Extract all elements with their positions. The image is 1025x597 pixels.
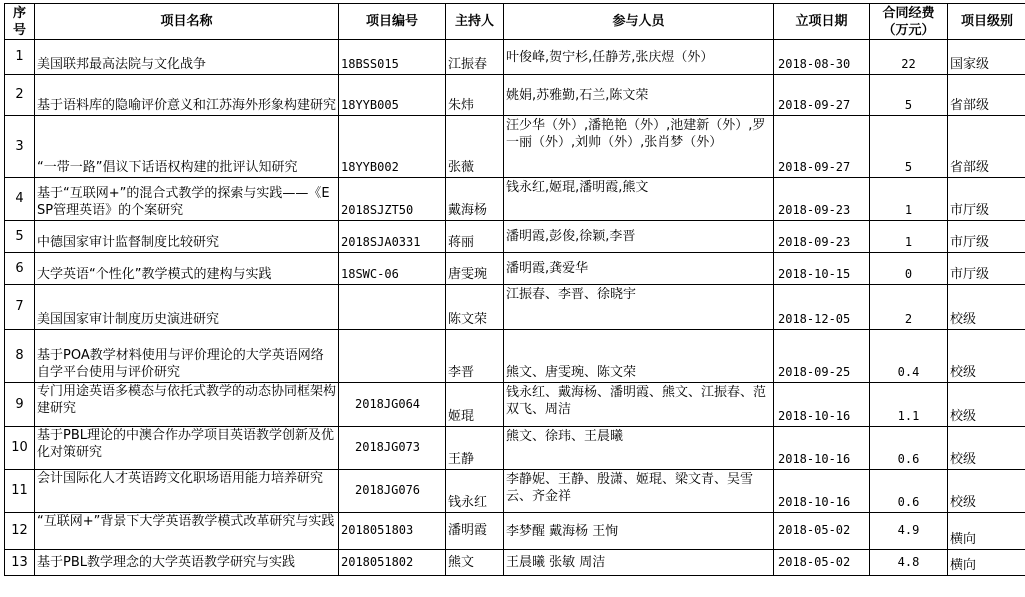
cell-level[interactable]: 市厅级 <box>948 221 1025 253</box>
cell-host[interactable]: 戴海杨 <box>446 178 504 221</box>
cell-idx[interactable]: 8 <box>5 330 35 383</box>
cell-level[interactable]: 横向 <box>948 550 1025 576</box>
table-row <box>5 330 1025 383</box>
header-name[interactable]: 项目名称 <box>35 4 339 40</box>
cell-level[interactable]: 省部级 <box>948 75 1025 116</box>
cell-fee[interactable]: 5 <box>870 116 948 178</box>
cell-date[interactable]: 2018-10-16 <box>774 383 870 427</box>
cell-date[interactable]: 2018-09-27 <box>774 75 870 116</box>
cell-host[interactable]: 蒋丽 <box>446 221 504 253</box>
cell-name[interactable]: 专门用途英语多模态与依托式教学的动态协同框架构建研究 <box>35 383 339 427</box>
cell-idx[interactable]: 9 <box>5 383 35 427</box>
cell-host[interactable]: 姬琨 <box>446 383 504 427</box>
table-row <box>5 75 1025 116</box>
cell-members[interactable]: 叶俊峰,贺宁杉,任静芳,张庆煜（外） <box>504 40 774 75</box>
cell-idx[interactable]: 2 <box>5 75 35 116</box>
cell-fee[interactable]: 2 <box>870 285 948 330</box>
cell-fee[interactable]: 0.6 <box>870 427 948 470</box>
cell-date[interactable]: 2018-10-16 <box>774 427 870 470</box>
cell-host[interactable]: 潘明霞 <box>446 513 504 550</box>
cell-level[interactable]: 校级 <box>948 470 1025 513</box>
cell-level[interactable]: 市厅级 <box>948 178 1025 221</box>
header-row <box>5 4 1025 40</box>
cell-members[interactable]: 江振春、李晋、徐晓宇 <box>504 285 774 330</box>
cell-level[interactable]: 市厅级 <box>948 253 1025 285</box>
cell-date[interactable]: 2018-05-02 <box>774 550 870 576</box>
cell-fee[interactable]: 5 <box>870 75 948 116</box>
table-row <box>5 513 1025 550</box>
cell-code[interactable] <box>339 285 446 330</box>
cell-host[interactable]: 钱永红 <box>446 470 504 513</box>
cell-fee[interactable]: 4.9 <box>870 513 948 550</box>
cell-level[interactable]: 国家级 <box>948 40 1025 75</box>
cell-level[interactable]: 横向 <box>948 513 1025 550</box>
cell-code[interactable]: 2018SJZT50 <box>339 178 446 221</box>
cell-host[interactable]: 熊文 <box>446 550 504 576</box>
cell-level[interactable]: 校级 <box>948 330 1025 383</box>
cell-members[interactable]: 钱永红,姬琨,潘明霞,熊文 <box>504 178 774 221</box>
table-row <box>5 253 1025 285</box>
header-date[interactable]: 立项日期 <box>774 4 870 40</box>
cell-name[interactable]: 基于“互联网+”的混合式教学的探索与实践——《ESP管理英语》的个案研究 <box>35 178 339 221</box>
cell-level[interactable]: 校级 <box>948 383 1025 427</box>
cell-idx[interactable]: 1 <box>5 40 35 75</box>
cell-date[interactable]: 2018-05-02 <box>774 513 870 550</box>
table-row <box>5 470 1025 513</box>
table-row <box>5 178 1025 221</box>
cell-members[interactable]: 潘明霞,龚爱华 <box>504 253 774 285</box>
table-row <box>5 550 1025 576</box>
cell-name[interactable]: 会计国际化人才英语跨文化职场语用能力培养研究 <box>35 470 339 513</box>
cell-level[interactable]: 校级 <box>948 285 1025 330</box>
cell-date[interactable]: 2018-09-23 <box>774 221 870 253</box>
cell-members[interactable]: 李静妮、王静、殷潇、姬琨、梁文青、吴雪云、齐金祥 <box>504 470 774 513</box>
cell-host[interactable]: 张薇 <box>446 116 504 178</box>
cell-name[interactable]: 基于PBL教学理念的大学英语教学研究与实践 <box>35 550 339 576</box>
cell-code[interactable]: 2018051803 <box>339 513 446 550</box>
cell-date[interactable]: 2018-10-16 <box>774 470 870 513</box>
cell-fee[interactable]: 22 <box>870 40 948 75</box>
cell-idx[interactable]: 13 <box>5 550 35 576</box>
cell-idx[interactable]: 7 <box>5 285 35 330</box>
cell-members[interactable]: 熊文、唐雯琬、陈文荣 <box>504 330 774 383</box>
header-level[interactable]: 项目级别 <box>948 4 1025 40</box>
cell-code[interactable]: 18YYB002 <box>339 116 446 178</box>
cell-date[interactable]: 2018-12-05 <box>774 285 870 330</box>
header-fee[interactable]: 合同经费（万元） <box>870 4 948 40</box>
cell-members[interactable]: 王晨曦 张敏 周洁 <box>504 550 774 576</box>
cell-members[interactable]: 李梦醒 戴海杨 王恂 <box>504 513 774 550</box>
cell-idx[interactable]: 11 <box>5 470 35 513</box>
cell-name[interactable]: 大学英语“个性化”教学模式的建构与实践 <box>35 253 339 285</box>
project-table <box>4 3 1025 576</box>
header-members[interactable]: 参与人员 <box>504 4 774 40</box>
cell-fee[interactable]: 0 <box>870 253 948 285</box>
cell-name[interactable]: “互联网+”背景下大学英语教学模式改革研究与实践 <box>35 513 339 550</box>
cell-fee[interactable]: 0.4 <box>870 330 948 383</box>
cell-fee[interactable]: 1.1 <box>870 383 948 427</box>
cell-name[interactable]: 中德国家审计监督制度比较研究 <box>35 221 339 253</box>
cell-host[interactable]: 李晋 <box>446 330 504 383</box>
cell-date[interactable]: 2018-10-15 <box>774 253 870 285</box>
cell-code[interactable]: 18SWC-06 <box>339 253 446 285</box>
cell-idx[interactable]: 5 <box>5 221 35 253</box>
cell-code[interactable]: 2018SJA0331 <box>339 221 446 253</box>
cell-code[interactable] <box>339 330 446 383</box>
table-row <box>5 40 1025 75</box>
table-row <box>5 221 1025 253</box>
table-row <box>5 383 1025 427</box>
cell-name[interactable]: “一带一路”倡议下话语权构建的批评认知研究 <box>35 116 339 178</box>
cell-members[interactable]: 熊文、徐玮、王晨曦 <box>504 427 774 470</box>
cell-name[interactable]: 美国联邦最高法院与文化战争 <box>35 40 339 75</box>
cell-date[interactable]: 2018-09-27 <box>774 116 870 178</box>
cell-host[interactable]: 江振春 <box>446 40 504 75</box>
cell-date[interactable]: 2018-08-30 <box>774 40 870 75</box>
cell-date[interactable]: 2018-09-23 <box>774 178 870 221</box>
cell-idx[interactable]: 4 <box>5 178 35 221</box>
header-code[interactable]: 项目编号 <box>339 4 446 40</box>
cell-fee[interactable]: 4.8 <box>870 550 948 576</box>
table-row <box>5 427 1025 470</box>
cell-fee[interactable]: 0.6 <box>870 470 948 513</box>
cell-name[interactable]: 美国国家审计制度历史演进研究 <box>35 285 339 330</box>
cell-date[interactable]: 2018-09-25 <box>774 330 870 383</box>
cell-code[interactable]: 2018JG076 <box>339 470 446 513</box>
cell-host[interactable]: 唐雯琬 <box>446 253 504 285</box>
cell-code[interactable]: 2018JG073 <box>339 427 446 470</box>
header-host[interactable]: 主持人 <box>446 4 504 40</box>
cell-code[interactable]: 18BSS015 <box>339 40 446 75</box>
cell-idx[interactable]: 12 <box>5 513 35 550</box>
cell-level[interactable]: 省部级 <box>948 116 1025 178</box>
cell-host[interactable]: 朱炜 <box>446 75 504 116</box>
cell-idx[interactable]: 10 <box>5 427 35 470</box>
cell-fee[interactable]: 1 <box>870 178 948 221</box>
cell-code[interactable]: 18YYB005 <box>339 75 446 116</box>
cell-idx[interactable]: 6 <box>5 253 35 285</box>
cell-code[interactable]: 2018JG064 <box>339 383 446 427</box>
table-row <box>5 116 1025 178</box>
cell-members[interactable]: 钱永红、戴海杨、潘明霞、熊文、江振春、范双飞、周洁 <box>504 383 774 427</box>
cell-members[interactable]: 姚娟,苏雅勤,石兰,陈文荣 <box>504 75 774 116</box>
cell-idx[interactable]: 3 <box>5 116 35 178</box>
cell-level[interactable]: 校级 <box>948 427 1025 470</box>
cell-members[interactable]: 潘明霞,彭俊,徐颖,李晋 <box>504 221 774 253</box>
cell-name[interactable]: 基于语料库的隐喻评价意义和江苏海外形象构建研究 <box>35 75 339 116</box>
cell-members[interactable]: 汪少华（外）,潘艳艳（外）,池建新（外）,罗一丽（外）,刘帅（外）,张肖梦（外） <box>504 116 774 178</box>
cell-host[interactable]: 王静 <box>446 427 504 470</box>
cell-host[interactable]: 陈文荣 <box>446 285 504 330</box>
header-idx[interactable]: 序号 <box>5 4 35 40</box>
table-row <box>5 285 1025 330</box>
cell-name[interactable]: 基于PBL理论的中澳合作办学项目英语教学创新及优化对策研究 <box>35 427 339 470</box>
cell-code[interactable]: 2018051802 <box>339 550 446 576</box>
cell-fee[interactable]: 1 <box>870 221 948 253</box>
cell-name[interactable]: 基于POA教学材料使用与评价理论的大学英语网络自学平台使用与评价研究 <box>35 330 339 383</box>
